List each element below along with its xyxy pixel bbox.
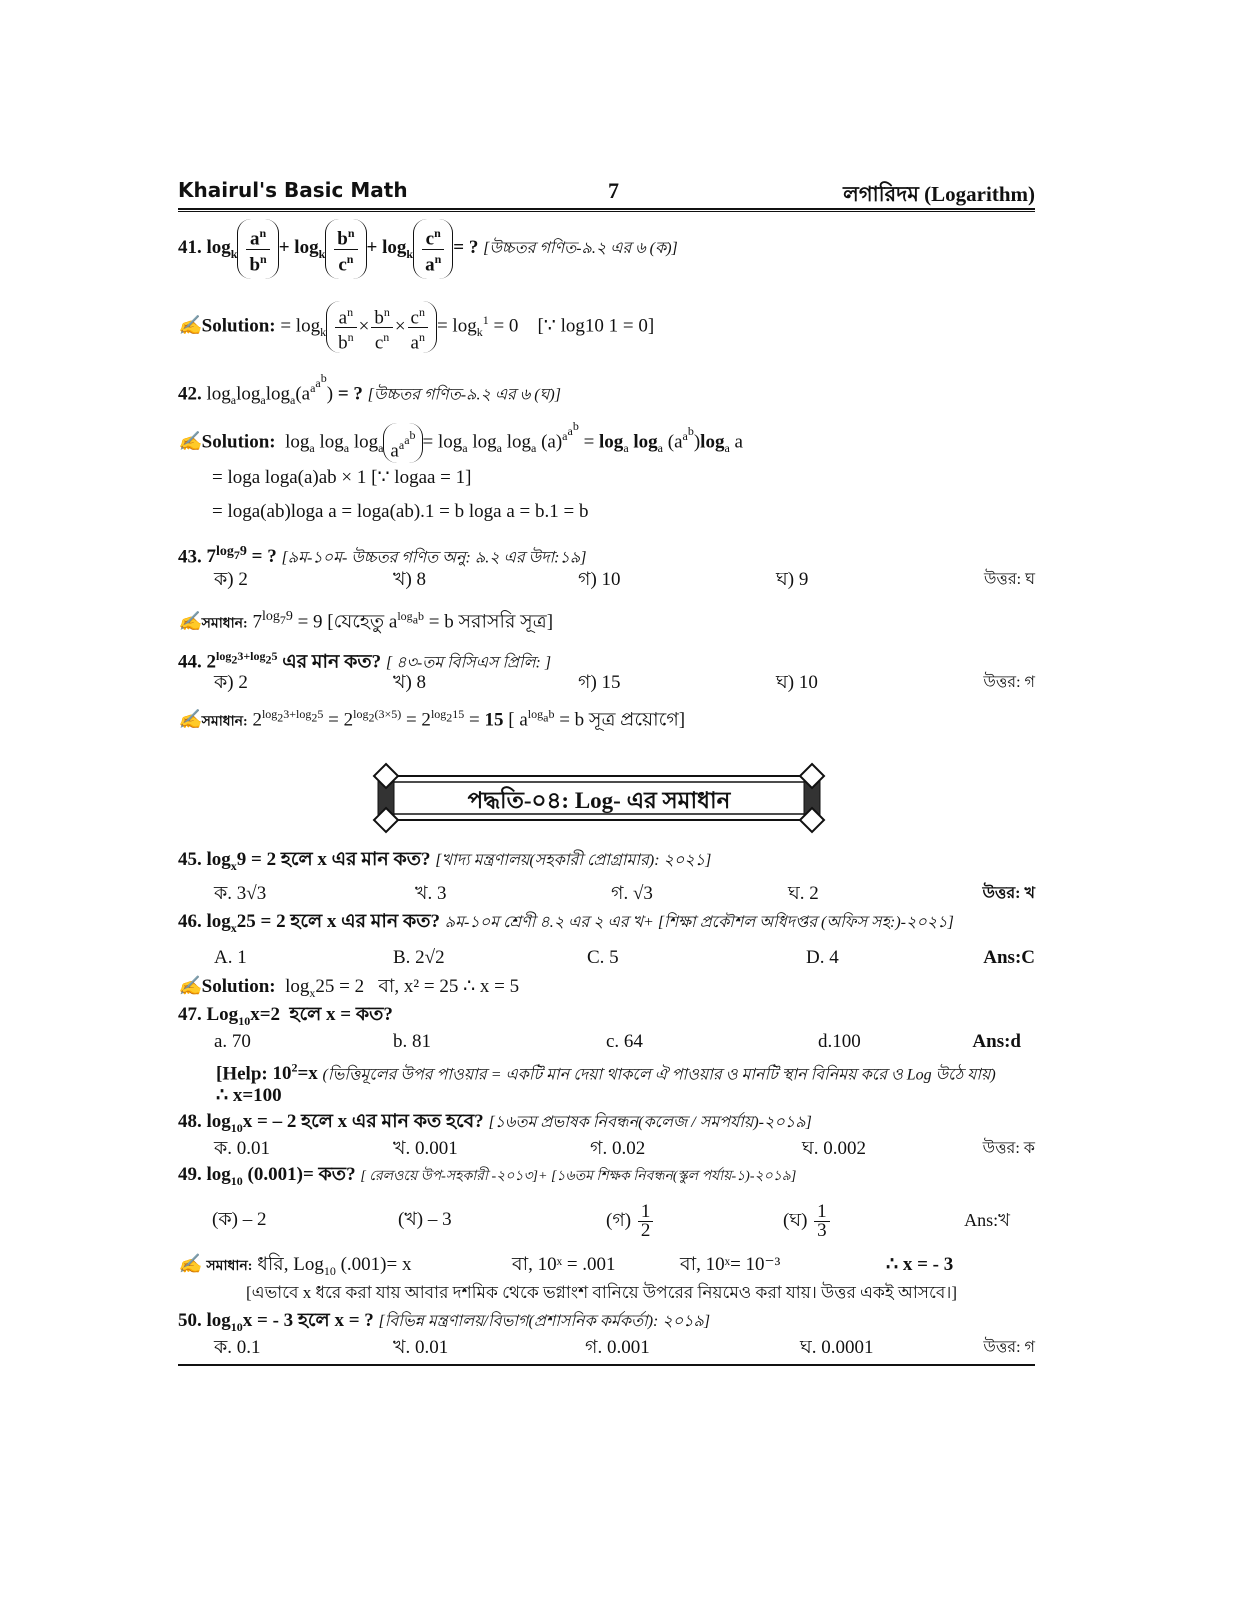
q47-option-4[interactable]: d.100 — [818, 1031, 861, 1052]
q42-solution: ✍Solution: $\log_a \log_a \log_a a^{a^{a^b}} = \log_a \log_a \log_a (a)^{a^{a^b}} = \log_a \log_a (a^{a^b})\log_a$ a — [178, 419, 743, 462]
q49-number: 49. — [178, 1164, 202, 1185]
q43-question: 43. $7^{log_79}$ = ? [৯ম-১০ম- উচ্চতর গণিত অনু: ৯.২ এর উদা:১৯] — [178, 544, 587, 568]
q47-option-2[interactable]: b. 81 — [393, 1031, 431, 1052]
q49-note: [এভাবে x ধরে করা যায় আবার দশমিক থেকে ভগ্নাংশ বানিয়ে উপরের নিয়মেও করা যায়। উত্তর একই আসবে।] — [246, 1283, 958, 1302]
q46-option-2[interactable]: B. 2√2 — [393, 947, 445, 968]
q44-option-2[interactable]: খ) 8 — [393, 672, 427, 693]
q45-question: 45. $\log_x9 = 2$ হলে x এর মান কত? [খাদ্য মন্ত্রণালয়(সহকারী প্রোগ্রামার): ২০২১] — [178, 849, 712, 873]
q45-reference: [খাদ্য মন্ত্রণালয়(সহকারী প্রোগ্রামার): ২০২১] — [435, 852, 712, 869]
q48-reference: [১৬তম প্রভাষক নিবন্ধন(কলেজ / সমপর্যায়)-২০১৯] — [488, 1114, 812, 1131]
q46-option-1[interactable]: A. 1 — [214, 947, 247, 968]
q49-option-1[interactable]: (ক) – 2 — [212, 1209, 267, 1230]
q45-option-4[interactable]: ঘ. 2 — [788, 883, 819, 904]
q48-option-1[interactable]: ক. 0.01 — [214, 1138, 271, 1159]
q46-option-4[interactable]: D. 4 — [806, 947, 839, 968]
q43-answer: উত্তর: ঘ — [983, 571, 1035, 588]
q50-question: 50. $\log_{10}x$ = - 3 হলে x = ? [বিভিন্ন মন্ত্রণালয়/বিভাগ(প্রশাসনিক কর্মকর্তা): ২০১৯] — [178, 1310, 711, 1334]
q50-number: 50. — [178, 1310, 202, 1331]
q43-option-3[interactable]: গ) 10 — [578, 569, 621, 590]
q49-answer: Ans:খ — [964, 1210, 1010, 1230]
q46-reference: ৯ম-১০ম শ্রেণী ৪.২ এর ২ এর খ+ [শিক্ষা প্রকৌশল অধিদপ্তর (অফিস সহ:)-২০২১] — [444, 914, 954, 931]
q48-option-2[interactable]: খ. 0.001 — [393, 1138, 458, 1159]
q49-solution-label: সমাধান: — [206, 1259, 253, 1274]
q46-solution-label: Solution: — [201, 976, 276, 997]
q49-option-2[interactable]: (খ) – 3 — [398, 1209, 452, 1230]
q45-number: 45. — [178, 849, 202, 870]
q46-answer: Ans:C — [983, 947, 1035, 968]
q46-question: 46. $\log_x25 = 2$ হলে x এর মান কত? ৯ম-১০ম শ্রেণী ৪.২ এর ২ এর খ+ [শিক্ষা প্রকৌশল অধিদপ্তর (অফিস সহ:)-২০২১] — [178, 911, 954, 935]
q44-reference: [ ৪৩-তম বিসিএস প্রিলি: ] — [385, 654, 552, 672]
q49-solution-step2: বা, 10ˣ= 10⁻³ — [680, 1254, 781, 1275]
q48-option-3[interactable]: গ. 0.02 — [590, 1138, 646, 1159]
q49-fraction-half: $\frac{1}{2}$ — [638, 1203, 654, 1240]
pen-icon: ✍ — [178, 976, 202, 997]
q49-reference: [ রেলওয়ে উপ-সহকারী -২০১৩]+ [১৬তম শিক্ষক নিবন্ধন(স্কুল পর্যায়-১)-২০১৯] — [360, 1169, 797, 1184]
q47-answer: Ans:d — [972, 1031, 1021, 1052]
q50-option-1[interactable]: ক. 0.1 — [214, 1337, 261, 1358]
q47-number: 47. — [178, 1004, 202, 1025]
q41-solution: ✍Solution: = $\log_k$ $\frac{a^n}{b^n}$ × $\frac{b^n}{c^n}$ × $\frac{c^n}{a^n}$ = $\log_k^1 = 0$ [∵ log10 1 = 0] — [178, 294, 654, 358]
q47-result: ∴ x=100 — [216, 1085, 282, 1106]
q50-option-2[interactable]: খ. 0.01 — [393, 1337, 449, 1358]
pen-icon: ✍ — [178, 709, 202, 731]
q50-answer: উত্তর: গ — [983, 1339, 1035, 1356]
q42-step1: = loga loga(a)ab × 1 [∵ logaa = 1] — [212, 467, 472, 488]
pen-icon: ✍ — [178, 1254, 202, 1275]
header-rule-thin — [178, 211, 1035, 212]
book-title: Khairul's Basic Math — [178, 178, 408, 202]
q41-solution-label: Solution: — [201, 315, 276, 337]
q43-reference: [৯ম-১০ম- উচ্চতর গণিত অনু: ৯.২ এর উদা:১৯] — [281, 549, 587, 567]
q48-question: 48. $\log_{10}x$ = – 2 হলে x এর মান কত হবে? [১৬তম প্রভাষক নিবন্ধন(কলেজ / সমপর্যায়)-২০১৯] — [178, 1111, 812, 1135]
header-rule — [178, 208, 1035, 210]
q44-option-1[interactable]: ক) 2 — [214, 672, 248, 693]
q44-number: 44. — [178, 651, 202, 673]
q41-question: 41. $\log_k$ $\frac{a^n}{b^n}$ + $\log_k$ $\frac{b^n}{c^n}$ + $\log_k$ $\frac{c^n}{a^n}$ = ? [উচ্চতর গণিত-৯.২ এর ৬ (ক)] — [178, 218, 678, 284]
q44-answer: উত্তর: গ — [983, 674, 1035, 691]
q43-solution-label: সমাধান: — [201, 616, 248, 632]
page-header — [178, 178, 1035, 212]
q42-question: 42. $\log_a\log_a\log_a(a^{a^{a^b}})$ = ? [উচ্চতর গণিত-৯.২ এর ৬ (ঘ)] — [178, 371, 561, 408]
q49-solution: ✍ সমাধান: ধরি, Log$_{10}$ (.001)= x — [178, 1254, 412, 1278]
section-banner — [372, 762, 826, 834]
q50-option-3[interactable]: গ. 0.001 — [585, 1337, 650, 1358]
q42-reference: [উচ্চতর গণিত-৯.২ এর ৬ (ঘ)] — [367, 386, 561, 404]
q48-number: 48. — [178, 1111, 202, 1132]
q43-option-1[interactable]: ক) 2 — [214, 569, 248, 590]
banner-title: পদ্ধতি-০৪: Log- এর সমাধান — [467, 788, 731, 813]
q45-option-2[interactable]: খ. 3 — [415, 883, 447, 904]
q47-help: [Help: $10^2=x$ (ভিত্তিমূলের উপর পাওয়ার = একটি মান দেয়া থাকলে ঐ পাওয়ার ও মানটি স্থান বিনিময় করে ও Log উঠে যায়) — [216, 1061, 996, 1085]
page-number: 7 — [608, 178, 619, 203]
q46-option-3[interactable]: C. 5 — [587, 947, 619, 968]
q50-option-4[interactable]: ঘ. 0.0001 — [800, 1337, 874, 1358]
q49-solution-step1: বা, 10ˣ = .001 — [512, 1254, 616, 1275]
q48-option-4[interactable]: ঘ. 0.002 — [802, 1138, 866, 1159]
q43-number: 43. — [178, 546, 202, 568]
q41-number: 41. — [178, 237, 202, 258]
q44-option-4[interactable]: ঘ) 10 — [776, 672, 818, 693]
q47-option-1[interactable]: a. 70 — [214, 1031, 251, 1052]
footer-rule — [178, 1364, 1035, 1366]
pen-icon: ✍ — [178, 431, 202, 453]
q44-question: 44. $2^{log_23+log_25}$ এর মান কত? [ ৪৩-তম বিসিএস প্রিলি: ] — [178, 649, 552, 673]
q41-solution-note: [∵ log10 1 = 0] — [537, 315, 655, 337]
pen-icon: ✍ — [178, 611, 202, 633]
q41-reference: [উচ্চতর গণিত-৯.২ এর ৬ (ক)] — [483, 240, 678, 257]
q44-solution: ✍সমাধান: $2^{log_23+log_25} = 2^{log_2(3\times 5)} = 2^{log_215} = 15$ [ $a^{log_ab} = b$ সূত্র প্রয়োগে] — [178, 707, 686, 731]
q44-option-3[interactable]: গ) 15 — [578, 672, 621, 693]
q45-option-3[interactable]: গ. √3 — [611, 883, 653, 904]
q46-solution: ✍Solution: $\log_x25 = 2$ বা, x² = 25 ∴ x = 5 — [178, 976, 520, 1000]
q42-number: 42. — [178, 383, 202, 405]
q50-reference: [বিভিন্ন মন্ত্রণালয়/বিভাগ(প্রশাসনিক কর্মকর্তা): ২০১৯] — [378, 1313, 711, 1330]
q48-answer: উত্তর: ক — [982, 1140, 1035, 1157]
q42-solution-label: Solution: — [201, 431, 276, 453]
q44-solution-label: সমাধান: — [201, 714, 248, 730]
q49-option-4[interactable]: (ঘ) $\frac{1}{3}$ — [783, 1194, 832, 1248]
q42-step2: = loga(ab)loga a = loga(ab).1 = b loga a = b.1 = b — [212, 501, 589, 522]
q45-option-1[interactable]: ক. 3√3 — [214, 883, 267, 904]
q49-solution-result: ∴ x = - 3 — [886, 1254, 954, 1275]
q43-option-2[interactable]: খ) 8 — [393, 569, 427, 590]
q43-solution: ✍সমাধান: $7^{log_79} = 9$ [যেহেতু $a^{log_ab} = b$ সরাসরি সূত্র] — [178, 609, 554, 633]
q47-question: 47. Log$_{10}$x=2 হলে x = কত? — [178, 1004, 393, 1028]
q49-question: 49. $\log_{10} (0.001)=$ কত? [ রেলওয়ে উপ-সহকারী -২০১৩]+ [১৬তম শিক্ষক নিবন্ধন(স্কুল পর্যায়-১)-২০১৯] — [178, 1164, 797, 1188]
q46-number: 46. — [178, 911, 202, 932]
pen-icon: ✍ — [178, 315, 202, 337]
chapter-title: লগারিদম (Logarithm) — [843, 182, 1035, 206]
q43-option-4[interactable]: ঘ) 9 — [776, 569, 809, 590]
q49-option-3[interactable]: (গ) $\frac{1}{2}$ — [606, 1194, 655, 1248]
q47-option-3[interactable]: c. 64 — [606, 1031, 643, 1052]
q49-fraction-third: $\frac{1}{3}$ — [814, 1203, 830, 1240]
q45-answer: উত্তর: খ — [982, 885, 1035, 902]
